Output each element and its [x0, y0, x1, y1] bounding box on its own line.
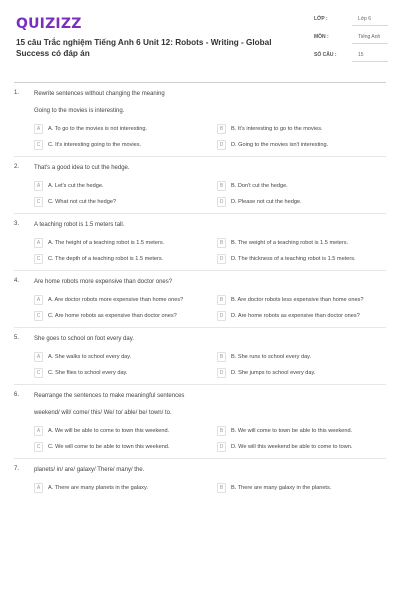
meta-label: LỚP : [314, 16, 328, 22]
meta-row-grade [314, 14, 388, 26]
option-letter: B [217, 426, 226, 436]
option-text: D. She jumps to school every day. [231, 369, 316, 376]
option-text: D. Please not cut the hedge. [231, 198, 302, 205]
option-letter: D [217, 442, 226, 452]
option-a[interactable] [34, 181, 214, 191]
meta-row-count [314, 50, 388, 62]
question-sentence: Going to the movies is interesting. [34, 108, 125, 114]
option-letter: B [217, 181, 226, 191]
option-c[interactable] [34, 311, 214, 321]
option-d[interactable] [217, 254, 392, 264]
option-text: B. There are many galaxy in the planets. [231, 484, 332, 491]
question-5 [6, 335, 394, 378]
meta-label: MÔN : [314, 34, 329, 40]
option-letter: A [34, 295, 43, 305]
question-number: 3. [14, 221, 20, 227]
question-6 [6, 392, 394, 452]
question-divider [14, 213, 386, 214]
question-text: That's a good idea to cut the hedge. [34, 165, 130, 171]
worksheet-meta [314, 14, 388, 68]
option-letter: B [217, 352, 226, 362]
meta-value: Lớp 6 [352, 14, 388, 26]
option-b[interactable] [217, 352, 392, 362]
option-letter: B [217, 124, 226, 134]
option-text: C. The depth of a teaching robot is 1.5 meters. [48, 255, 164, 262]
option-a[interactable] [34, 426, 214, 436]
option-letter: C [34, 254, 43, 264]
option-b[interactable] [217, 124, 392, 134]
option-b[interactable] [217, 295, 392, 305]
option-text: B. Don't cut the hedge. [231, 182, 288, 189]
question-divider [14, 458, 386, 459]
option-letter: B [217, 238, 226, 248]
option-letter: C [34, 442, 43, 452]
option-text: A. There are many planets in the galaxy. [48, 484, 148, 491]
question-divider [14, 156, 386, 157]
question-number: 1. [14, 90, 20, 96]
option-letter: D [217, 311, 226, 321]
option-letter: C [34, 140, 43, 150]
option-a[interactable] [34, 352, 214, 362]
question-7 [6, 466, 394, 493]
option-d[interactable] [217, 140, 392, 150]
question-divider [14, 327, 386, 328]
question-text: She goes to school on foot every day. [34, 336, 134, 342]
meta-label: SỐ CÂU : [314, 52, 337, 58]
question-number: 2. [14, 164, 20, 170]
option-letter: D [217, 254, 226, 264]
option-text: A. To go to the movies is not interesting. [48, 125, 148, 132]
question-number: 6. [14, 392, 20, 398]
option-b[interactable] [217, 483, 392, 493]
option-text: B. We will come to town be able to this weekend. [231, 427, 353, 434]
option-text: C. She flies to school every day. [48, 369, 128, 376]
option-d[interactable] [217, 311, 392, 321]
question-text: A teaching robot is 1.5 meters tall. [34, 222, 125, 228]
question-number: 4. [14, 278, 20, 284]
option-c[interactable] [34, 254, 214, 264]
option-b[interactable] [217, 426, 392, 436]
question-text: Rewrite sentences without changing the meaning [34, 91, 165, 97]
option-letter: B [217, 295, 226, 305]
option-text: A. Are doctor robots more expensive than home ones? [48, 296, 184, 303]
meta-value: Tiếng Anh [352, 32, 388, 44]
option-text: D. Are home robots as expensive than doctor ones? [231, 312, 360, 319]
option-text: B. Are doctor robots less expensive than home ones? [231, 296, 364, 303]
question-sentence: weekend/ will/ come/ this/ We/ to/ able/ be/ town/ to. [34, 410, 172, 416]
option-letter: A [34, 124, 43, 134]
option-text: B. It's interesting to go to the movies. [231, 125, 323, 132]
option-d[interactable] [217, 442, 392, 452]
meta-value: 15 [352, 50, 388, 62]
option-a[interactable] [34, 124, 214, 134]
option-text: A. Let's cut the hedge. [48, 182, 104, 189]
option-d[interactable] [217, 368, 392, 378]
option-letter: C [34, 368, 43, 378]
question-3 [6, 221, 394, 264]
worksheet-title: 15 câu Trắc nghiệm Tiếng Anh 6 Unit 12: Robots - Writing - Global Success có đáp án [16, 38, 272, 58]
option-text: B. The weight of a teaching robot is 1.5 meters. [231, 239, 349, 246]
option-c[interactable] [34, 197, 214, 207]
header-divider [14, 82, 386, 83]
option-letter: A [34, 352, 43, 362]
option-a[interactable] [34, 238, 214, 248]
option-c[interactable] [34, 442, 214, 452]
option-text: C. Are home robots as expensive than doctor ones? [48, 312, 177, 319]
option-letter: C [34, 197, 43, 207]
question-1 [6, 90, 394, 150]
option-letter: D [217, 197, 226, 207]
question-number: 5. [14, 335, 20, 341]
option-letter: C [34, 311, 43, 321]
option-b[interactable] [217, 238, 392, 248]
option-letter: D [217, 140, 226, 150]
option-letter: D [217, 368, 226, 378]
option-text: C. It's interesting going to the movies. [48, 141, 142, 148]
question-divider [14, 270, 386, 271]
option-c[interactable] [34, 368, 214, 378]
option-text: D. We will this weekend be able to come to town. [231, 443, 353, 450]
option-c[interactable] [34, 140, 214, 150]
question-2 [6, 164, 394, 207]
option-letter: A [34, 426, 43, 436]
option-letter: A [34, 238, 43, 248]
question-divider [14, 384, 386, 385]
option-a[interactable] [34, 295, 214, 305]
option-text: C. We will come to be able to town this weekend. [48, 443, 170, 450]
option-text: A. She walks to school every day. [48, 353, 132, 360]
option-text: A. The height of a teaching robot is 1.5 meters. [48, 239, 165, 246]
option-letter: A [34, 181, 43, 191]
option-text: B. She runs to school every day. [231, 353, 312, 360]
quizizz-logo: QUIZIZZ [16, 16, 82, 32]
worksheet-page [6, 6, 394, 596]
option-letter: A [34, 483, 43, 493]
question-number: 7. [14, 466, 20, 472]
question-text: Rearrange the sentences to make meaningful sentences [34, 393, 185, 399]
option-letter: B [217, 483, 226, 493]
meta-row-subject [314, 32, 388, 44]
option-text: A. We will be able to come to town this weekend. [48, 427, 170, 434]
question-text: Are home robots more expensive than doctor ones? [34, 279, 173, 285]
question-4 [6, 278, 394, 321]
question-list [6, 90, 394, 499]
question-text: planets/ in/ are/ galaxy/ There/ many/ the. [34, 467, 145, 473]
option-text: D. The thickness of a teaching robot is 1.5 meters. [231, 255, 356, 262]
option-a[interactable] [34, 483, 214, 493]
option-b[interactable] [217, 181, 392, 191]
option-text: C. What not cut the hedge? [48, 198, 117, 205]
option-text: D. Going to the movies isn't interesting. [231, 141, 329, 148]
option-d[interactable] [217, 197, 392, 207]
